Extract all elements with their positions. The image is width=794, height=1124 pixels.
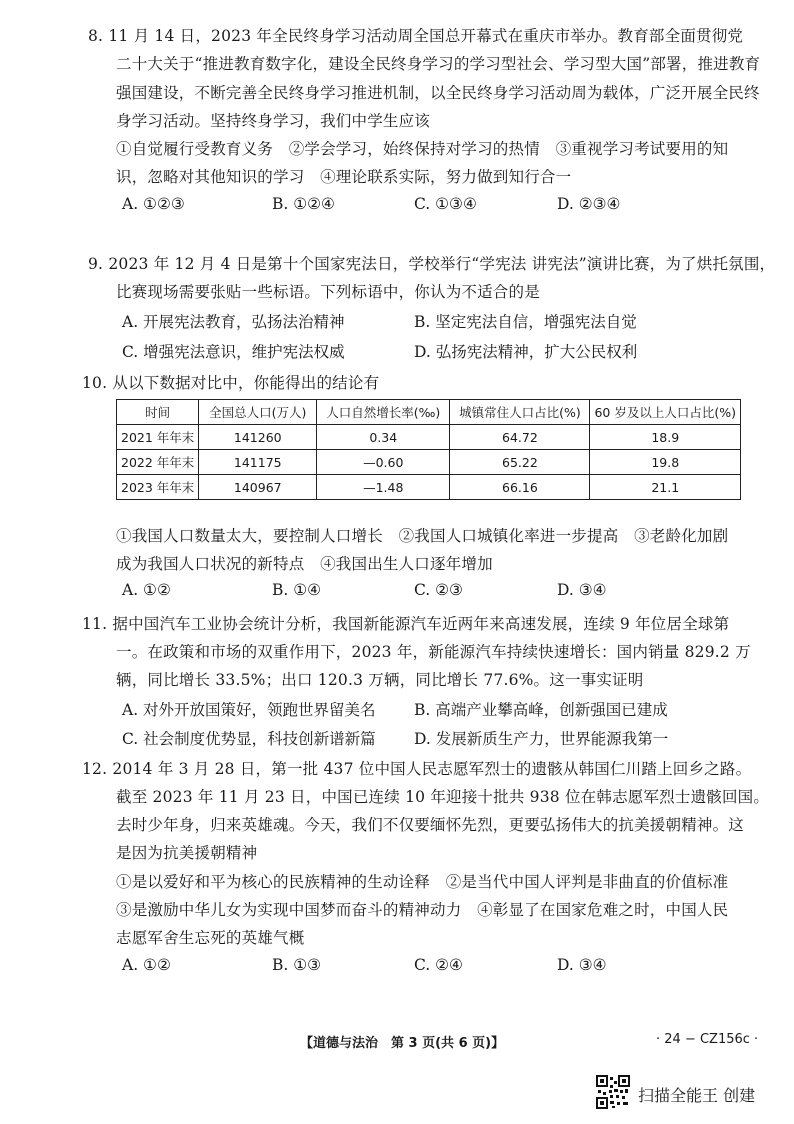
- q12-line: 12. 2014 年 3 月 28 日，第一批 437 位中国人民志愿军烈士的遗骸从韩国仁川踏上回乡之路。: [82, 760, 752, 778]
- table-row: [117, 425, 741, 450]
- q8-statement-line: ①自觉履行受教育义务 ②学会学习，始终保持对学习的热情 ③重视学习考试要用的知: [116, 140, 729, 158]
- table-header: 时间: [117, 400, 199, 425]
- table-cell: 2021 年年末: [117, 425, 199, 450]
- table-cell: 141175: [199, 450, 317, 475]
- table-cell: 140967: [199, 475, 317, 500]
- q12-statement-line: ③是激励中华儿女为实现中国梦而奋斗的精神动力 ④彰显了在国家危难之时，中国人民: [116, 901, 729, 919]
- q8-line: 身学习活动。坚持终身学习，我们中学生应该: [116, 112, 431, 130]
- watermark-text: 扫描全能王 创建: [638, 1086, 756, 1105]
- q12-statement-line: ①是以爱好和平为核心的民族精神的生动诠释 ②是当代中国人评判是非曲直的价值标准: [116, 873, 729, 891]
- table-cell: 21.1: [590, 475, 741, 500]
- table-cell: 19.8: [590, 450, 741, 475]
- q8-line: 强国建设，不断完善全民终身学习推进机制，以全民终身学习活动周为载体，广泛开展全民终: [116, 84, 760, 102]
- q12-statement-line: 志愿军舍生忘死的英雄气概: [116, 929, 305, 947]
- q10-option-c[interactable]: C. ②③: [414, 581, 463, 599]
- q10-option-a[interactable]: A. ①②: [122, 581, 171, 599]
- page-footer-code: · 24 − CZ156c ·: [656, 1032, 759, 1047]
- table-cell: 2022 年年末: [117, 450, 199, 475]
- table-cell: 2023 年年末: [117, 475, 199, 500]
- q12-option-a[interactable]: A. ①②: [122, 956, 171, 974]
- table-cell: 0.34: [317, 425, 450, 450]
- q9-option-c[interactable]: C. 增强宪法意识，维护宪法权威: [122, 343, 345, 361]
- q10-statement-line: ①我国人口数量太大，要控制人口增长 ②我国人口城镇化率进一步提高 ③老龄化加剧: [116, 527, 729, 545]
- q8-option-d[interactable]: D. ②③④: [557, 195, 621, 213]
- table-header: 60 岁及以上人口占比(%): [590, 400, 741, 425]
- q9-option-b[interactable]: B. 坚定宪法自信，增强宪法自觉: [414, 313, 637, 331]
- q9-option-d[interactable]: D. 弘扬宪法精神，扩大公民权利: [414, 343, 638, 361]
- q8-line: 二十大关于“推进教育数字化，建设全民终身学习的学习型社会、学习型大国”部署，推进教育: [116, 55, 761, 73]
- q11-line: 11. 据中国汽车工业协会统计分析，我国新能源汽车近两年来高速发展，连续 9 年位居全球第: [82, 615, 730, 633]
- table-header-row: [117, 400, 741, 425]
- qr-code-icon: [596, 1075, 630, 1109]
- q12-option-c[interactable]: C. ②④: [414, 956, 463, 974]
- table-cell: 18.9: [590, 425, 741, 450]
- q12-line: 是因为抗美援朝精神: [116, 844, 258, 862]
- q11-option-d[interactable]: D. 发展新质生产力，世界能源我第一: [414, 730, 669, 748]
- q12-line: 去时少年身，归来英雄魂。今天，我们不仅要缅怀先烈，更要弘扬伟大的抗美援朝精神。这: [116, 816, 745, 834]
- q10-option-b[interactable]: B. ①④: [272, 581, 322, 599]
- q8-option-c[interactable]: C. ①③④: [414, 195, 477, 213]
- table-cell: 65.22: [450, 450, 590, 475]
- q10-option-d[interactable]: D. ③④: [557, 581, 607, 599]
- table-cell: 141260: [199, 425, 317, 450]
- q12-option-b[interactable]: B. ①③: [272, 956, 322, 974]
- table-header: 人口自然增长率(‰): [317, 400, 450, 425]
- table-cell: 66.16: [450, 475, 590, 500]
- q11-option-a[interactable]: A. 对外开放国策好，领跑世界留美名: [122, 701, 376, 719]
- table-cell: —0.60: [317, 450, 450, 475]
- q11-line: 辆，同比增长 33.5%；出口 120.3 万辆，同比增长 77.6%。这一事实证明: [116, 671, 644, 689]
- table-header: 城镇常住人口占比(%): [450, 400, 590, 425]
- q11-option-c[interactable]: C. 社会制度优势显，科技创新谱新篇: [122, 730, 376, 748]
- q12-line: 截至 2023 年 11 月 23 日，中国已连续 10 年迎接十批共 938 位在韩志愿军烈士遗骸回国。: [116, 788, 770, 806]
- q12-option-d[interactable]: D. ③④: [557, 956, 607, 974]
- q8-option-a[interactable]: A. ①②③: [122, 195, 185, 213]
- table-row: [117, 450, 741, 475]
- q9-line: 9. 2023 年 12 月 4 日是第十个国家宪法日，学校举行“学宪法 讲宪法”演讲比赛，为了烘托氛围，: [88, 255, 776, 273]
- q11-option-b[interactable]: B. 高端产业攀高峰，创新强国已建成: [414, 701, 668, 719]
- q11-line: 一。在政策和市场的双重作用下，2023 年，新能源汽车持续快速增长：国内销量 829.2 万: [116, 643, 751, 661]
- q8-statement-line: 识，忽略对其他知识的学习 ④理论联系实际，努力做到知行合一: [116, 168, 572, 186]
- table-header: 全国总人口(万人): [199, 400, 317, 425]
- q9-line: 比赛现场需要张贴一些标语。下列标语中，你认为不适合的是: [116, 283, 540, 301]
- q9-option-a[interactable]: A. 开展宪法教育，弘扬法治精神: [122, 313, 345, 331]
- page-footer-label: 【道德与法治 第 3 页(共 6 页)】: [300, 1036, 505, 1051]
- q8-line: 8. 11 月 14 日，2023 年全民终身学习活动周全国总开幕式在重庆市举办。教育部全面贯彻党: [88, 27, 744, 45]
- table-cell: 64.72: [450, 425, 590, 450]
- table-cell: —1.48: [317, 475, 450, 500]
- table-row: [117, 475, 741, 500]
- q8-option-b[interactable]: B. ①②④: [272, 195, 335, 213]
- population-data-table: [116, 399, 741, 500]
- q10-line: 10. 从以下数据对比中，你能得出的结论有: [82, 374, 380, 392]
- q10-statement-line: 成为我国人口状况的新特点 ④我国出生人口逐年增加: [116, 555, 493, 573]
